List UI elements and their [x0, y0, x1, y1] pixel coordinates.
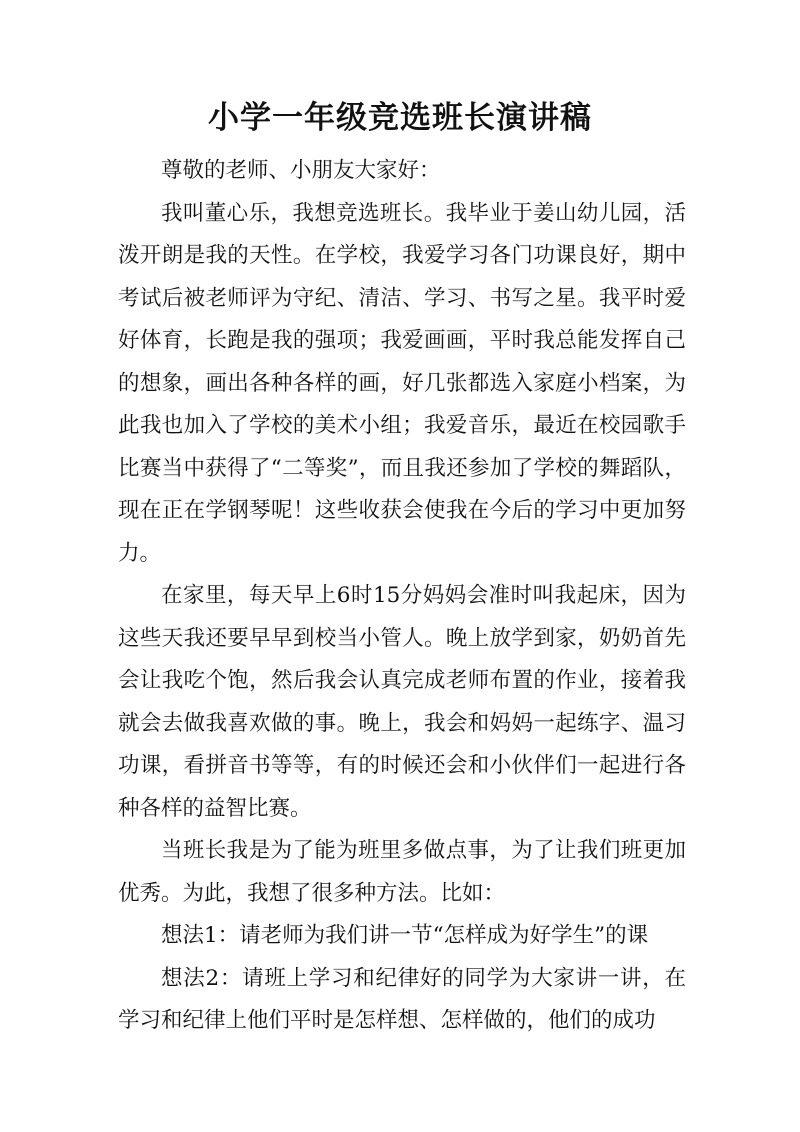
paragraph-introduction: 我叫董心乐，我想竞选班长。我毕业于姜山幼儿园，活泼开朗是我的天性。在学校，我爱学习各门功课良好，期中考试后被老师评为守纪、清洁、学习、书写之星。我平时爱好体育，长跑是我的强项；我爱画画，平时我总能发挥自己的想象，画出各种各样的画，好几张都选入家庭小档案，为此我也加入了学校的美术小组；我爱音乐，最近在校园歌手比赛当中获得了“二等奖”，而且我还参加了学校的舞蹈队，现在正在学钢琴呢！这些收获会使我在今后的学习中更加努力。	[118, 200, 686, 566]
paragraph-greeting: 尊敬的老师、小朋友大家好：	[161, 158, 441, 183]
paragraph-motivation: 当班长我是为了能为班里多做点事，为了让我们班更加优秀。为此，我想了很多种方法。比如：	[118, 838, 686, 906]
paragraph-home-life: 在家里，每天早上6时15分妈妈会准时叫我起床，因为这些天我还要早早到校当小管人。晚上放学到家，奶奶首先会让我吃个饱，然后我会认真完成老师布置的作业，接着我就会去做我喜欢做的事。晚上，我会和妈妈一起练字、温习功课，看拼音书等等，有的时候还会和小伙伴们一起进行各种各样的益智比赛。	[118, 583, 686, 821]
document-body	[118, 150, 686, 1043]
paragraph-idea-1: 想法1：请老师为我们讲一节“怎样成为好学生”的课	[161, 923, 649, 948]
paragraph-idea-2: 想法2：请班上学习和纪律好的同学为大家讲一讲，在学习和纪律上他们平时是怎样想、怎样做的，他们的成功	[118, 965, 686, 1033]
document-title: 小学一年级竞选班长演讲稿	[208, 100, 592, 136]
